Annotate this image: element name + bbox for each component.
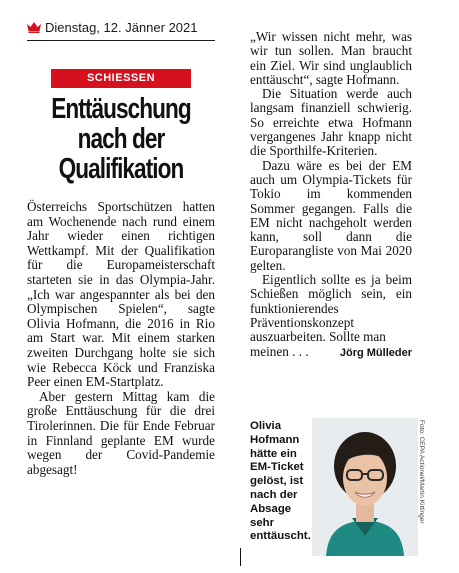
portrait-photo	[312, 418, 418, 556]
column-divider	[240, 548, 241, 566]
headline-line-2: nach der	[77, 123, 165, 155]
photo-credit	[418, 420, 428, 556]
paragraph: „Wir wissen nicht mehr, was wir tun sollen. Man braucht ein Ziel. Wir sind unglaublich enttäuscht“, sagte Hofmann.	[250, 29, 412, 87]
closing-text: meinen . . .	[250, 343, 309, 359]
right-column	[250, 30, 412, 360]
closing-line	[250, 345, 412, 360]
right-body-text	[250, 30, 412, 360]
dateline	[27, 18, 215, 36]
paragraph: Die Situation werde auch langsam finanziell schwierig. So erreichte etwa Hofmann vergangenes Jahr knapp nicht die Sporthilfe-Kriterien.	[250, 86, 412, 159]
headline-line-1: Enttäuschung	[51, 93, 191, 125]
crown-icon	[27, 22, 41, 33]
photo-credit-text: Foto: CEPA Actionel/Martin Kittinger	[418, 420, 425, 524]
photo-caption: Olivia Hofmann hätte ein EM-Ticket gelöst, ist nach der Absage sehr enttäuscht.	[250, 420, 311, 543]
left-column	[27, 18, 215, 477]
headline-line-3: Qualifikation	[58, 153, 184, 185]
paragraph: Eigentlich sollte es ja beim Schießen möglich sein, ein funktionierendes Präventionskonzept auszuarbeiten. Sollte man	[250, 272, 412, 345]
paragraph: Österreichs Sportschützen hatten am Wochenende nach rund einem Jahr wieder einen richtigen Wettkampf. Mit der Qualifikation für die Europameisterschaft starteten sie in das Olympia-Jahr. „Ich war angespannter als bei den Olympischen Spielen“, sagte Olivia Hofmann, die 2016 in Rio am Start war. Mit einem starken zweiten Durchgang holte sie sich wie Rebecca Köck und Franziska Peer einen EM-Startplatz.	[27, 199, 215, 390]
portrait-illustration	[312, 418, 418, 556]
issue-date: Dienstag, 12. Jänner 2021	[45, 19, 198, 35]
author-byline: Jörg Mülleder	[339, 346, 412, 359]
header-rule	[27, 40, 215, 41]
paragraph: Dazu wäre es bei der EM auch um Olympia-Tickets für Tokio im kommenden Sommer gegangen. Falls die EM nicht nachgeholt werden kann, soll dann die Europarangliste von Mai 2020 gelten.	[250, 157, 412, 273]
headline	[27, 94, 215, 184]
left-body-text	[27, 200, 215, 477]
paragraph: Aber gestern Mittag kam die große Enttäuschung für die drei Tirolerinnen. Die für Ende Februar in Finnland geplante EM wurde wegen der Covid-Pandemie abgesagt!	[27, 388, 215, 477]
section-kicker: SCHIESSEN	[51, 69, 191, 88]
